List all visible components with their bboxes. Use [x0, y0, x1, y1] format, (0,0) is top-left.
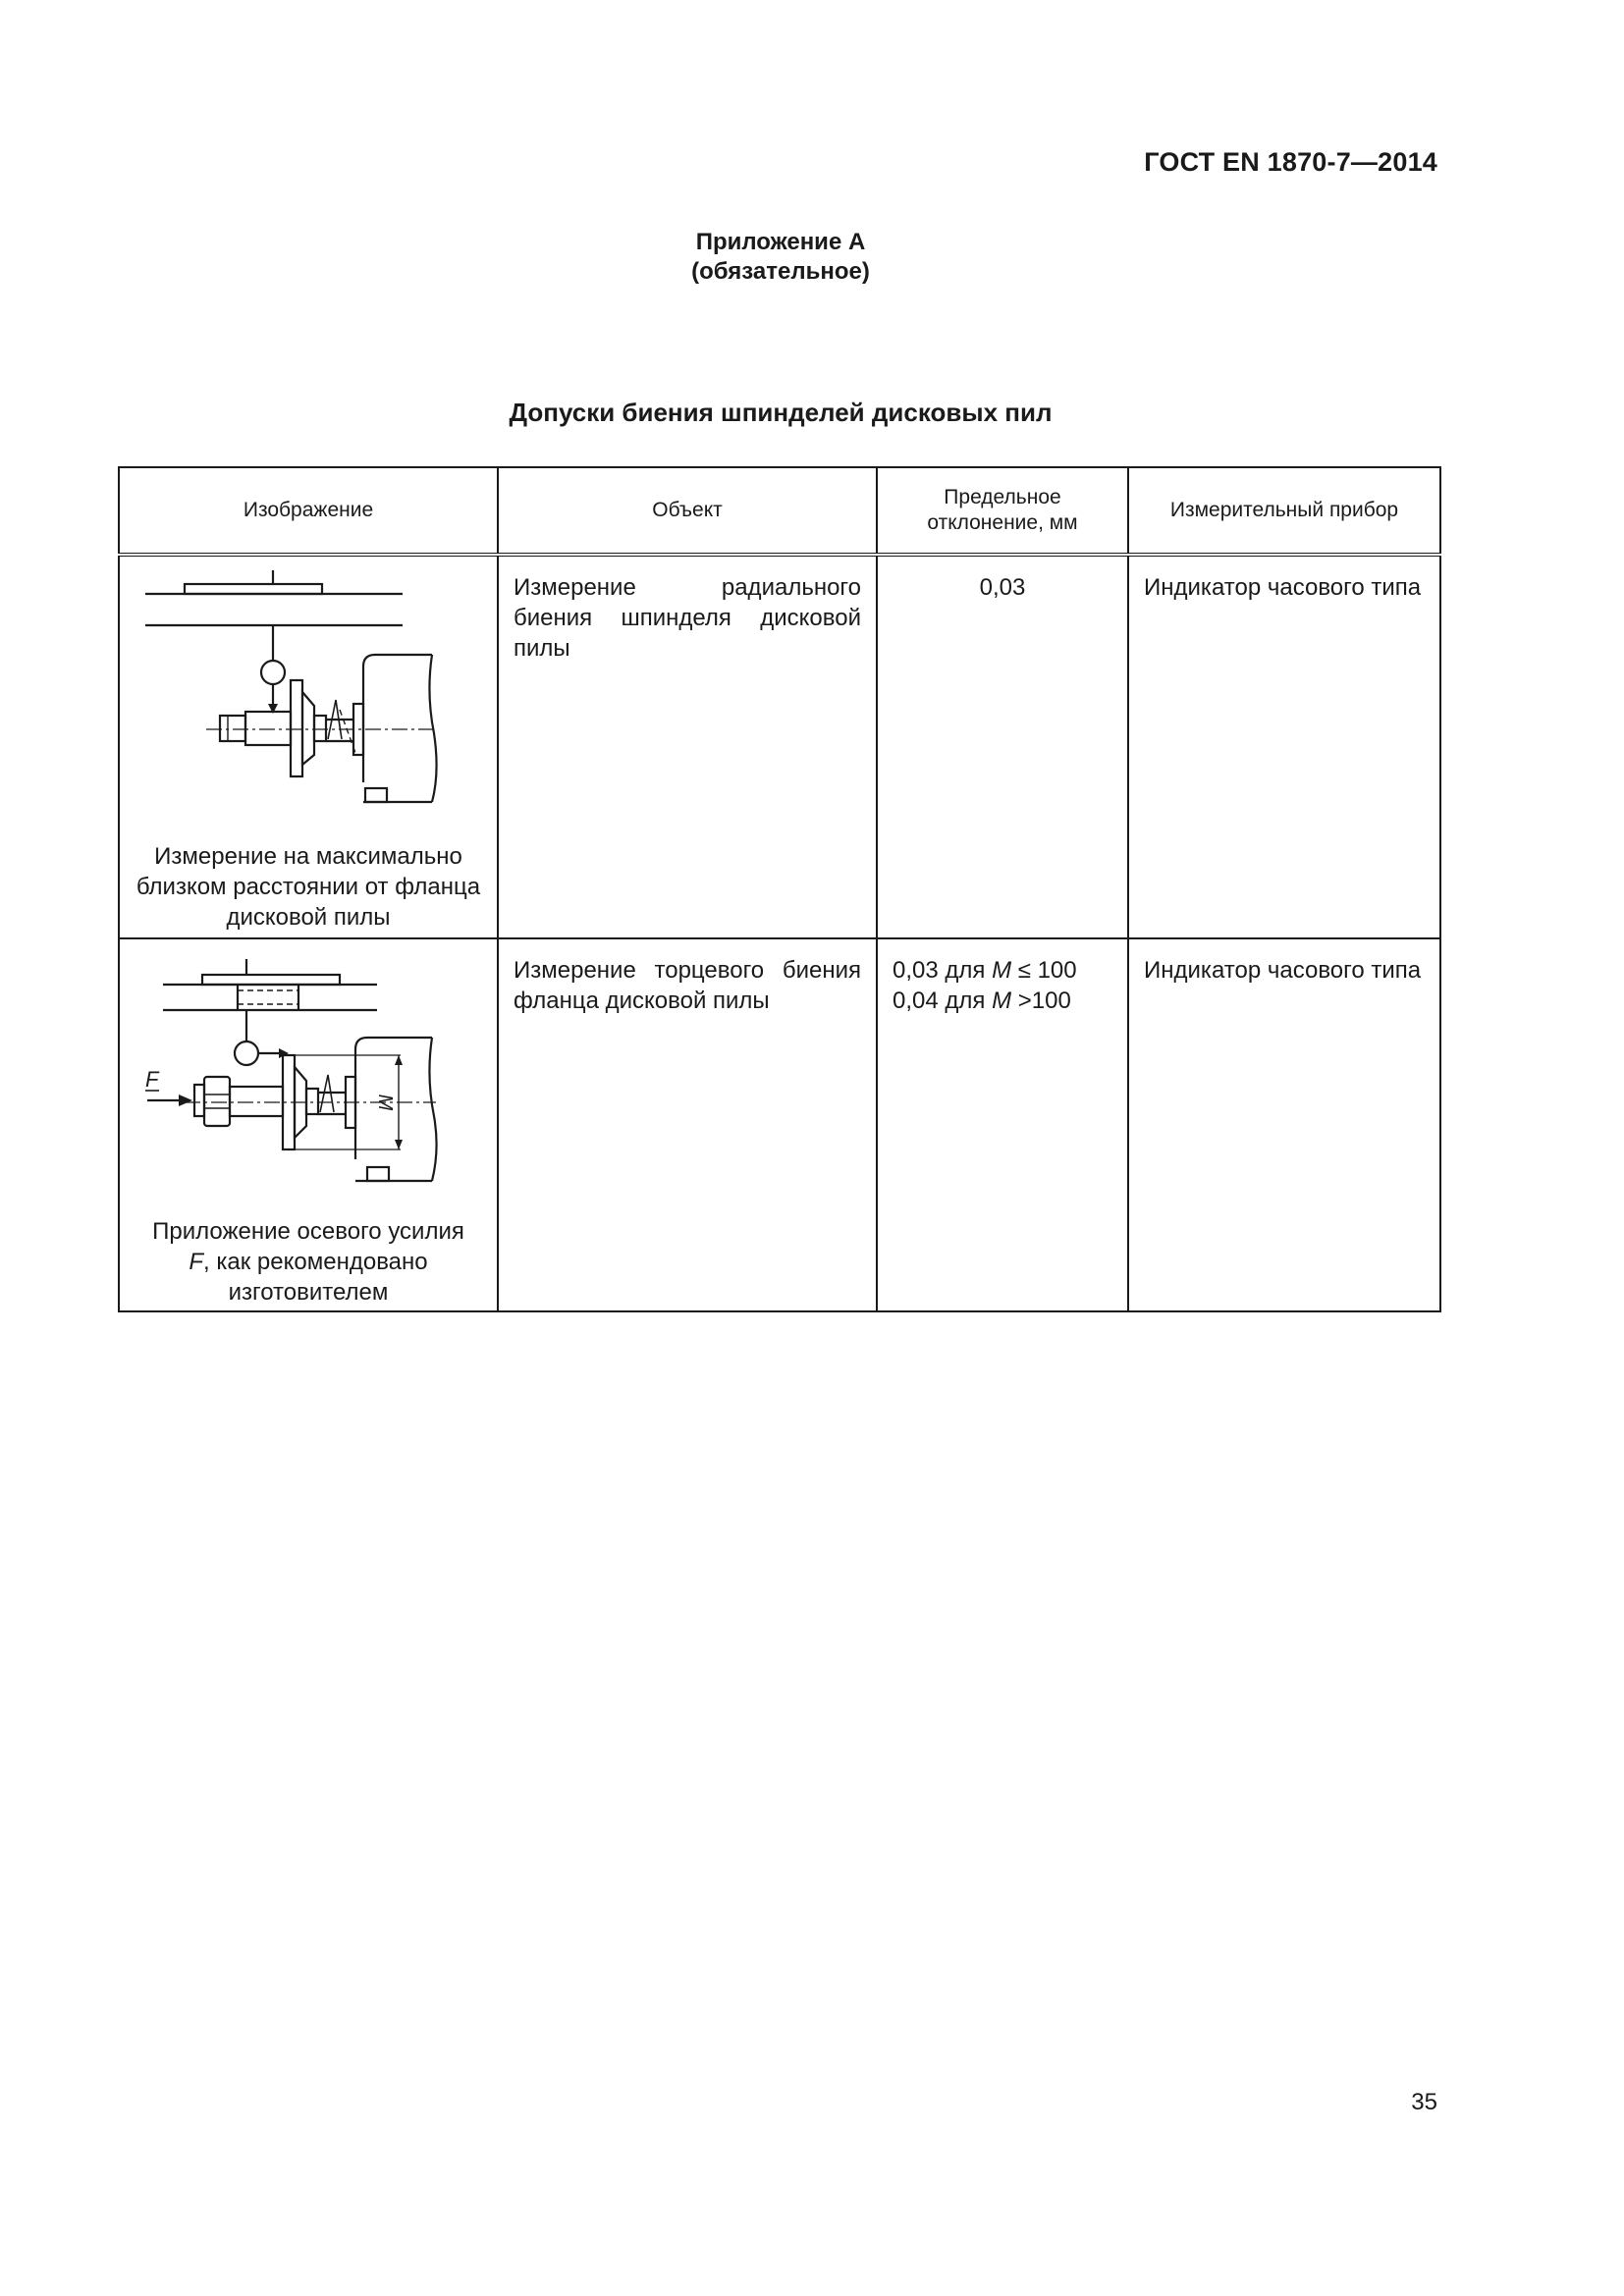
- deviation-2-prefix: 0,04 для: [893, 988, 993, 1014]
- document-code: ГОСТ EN 1870-7—2014: [1144, 147, 1437, 177]
- caption-variable: F: [189, 1249, 204, 1275]
- header-image: Изображение: [119, 467, 498, 555]
- housing-foot-shape: [367, 1167, 389, 1181]
- deviation-2-variable: M: [992, 988, 1012, 1014]
- axial-runout-diagram: [120, 939, 499, 1214]
- deviation-line-2: [893, 986, 1112, 1016]
- force-label: F: [145, 1067, 159, 1092]
- spindle-shaft-shape: [230, 1087, 283, 1116]
- deviation-line-1: [893, 955, 1112, 986]
- housing-outline: [363, 655, 432, 782]
- force-arrow-icon: [179, 1095, 192, 1106]
- spindle-end-shape: [220, 716, 245, 741]
- flange-cone-shape: [302, 692, 314, 765]
- dial-indicator-icon: [261, 661, 285, 684]
- header-deviation-line1: Предельное: [944, 486, 1061, 508]
- deviation-values: [878, 939, 1127, 1016]
- tolerance-table: [118, 466, 1441, 1312]
- flange-shape: [291, 680, 302, 776]
- object-cell: [498, 555, 877, 938]
- dimension-arrow-top: [395, 1055, 403, 1065]
- header-deviation: [877, 467, 1128, 555]
- table-title: Допуски биения шпинделей дисковых пил: [509, 398, 1053, 427]
- instrument-text: Индикатор часового типа: [1144, 957, 1422, 984]
- deviation-1-variable: M: [992, 957, 1012, 984]
- caption-part2: , как рекомендовано изготовителем: [203, 1249, 428, 1306]
- housing-break-line: [429, 655, 436, 802]
- instrument-cell: [1128, 938, 1440, 1311]
- diagram-caption: [120, 1216, 497, 1308]
- object-text: Измерение радиального биения шпинделя дисковой пилы: [514, 574, 861, 662]
- caption-part1: Приложение осевого усилия: [152, 1218, 464, 1245]
- deviation-value: 0,03: [979, 574, 1026, 601]
- header-deviation-line2: отклонение, мм: [927, 511, 1078, 534]
- object-text: Измерение торцевого биения фланца дисковой пилы: [514, 957, 861, 1014]
- diagram-caption: Измерение на максимально близком расстоянии от фланца дисковой пилы: [135, 843, 481, 931]
- spindle-tip-shape: [194, 1085, 204, 1116]
- deviation-1-suffix: ≤ 100: [1011, 957, 1077, 984]
- dial-indicator-icon: [235, 1041, 258, 1065]
- header-instrument: Измерительный прибор: [1128, 467, 1440, 555]
- spindle-shaft-shape: [245, 712, 291, 745]
- appendix-title: Приложение А: [695, 229, 866, 255]
- image-cell: [119, 555, 498, 938]
- flange-hub-shape: [314, 716, 326, 741]
- deviation-2-suffix: >100: [1011, 988, 1071, 1014]
- housing-break-line: [429, 1038, 436, 1181]
- appendix-status: (обязательное): [691, 258, 870, 285]
- object-cell: [498, 938, 877, 1311]
- appendix-heading: [0, 228, 1561, 287]
- table-plate-shape: [202, 975, 340, 985]
- deviation-cell: [877, 938, 1128, 1311]
- instrument-cell: [1128, 555, 1440, 938]
- table-row: [119, 555, 1440, 938]
- image-cell: [119, 938, 498, 1311]
- flange-hub-shape: [306, 1089, 318, 1114]
- dimension-arrow-bottom: [395, 1140, 403, 1149]
- instrument-text: Индикатор часового типа: [1144, 574, 1422, 601]
- page-number: 35: [1411, 2089, 1437, 2115]
- header-object: Объект: [498, 467, 877, 555]
- table-row: [119, 938, 1440, 1311]
- table-plate-shape: [185, 584, 322, 594]
- table-header-row: [119, 467, 1440, 555]
- housing-foot-shape: [365, 788, 387, 802]
- deviation-1-prefix: 0,03 для: [893, 957, 993, 984]
- radial-runout-diagram: [120, 557, 499, 841]
- dimension-label: M: [374, 1094, 396, 1111]
- nut-shape: [204, 1077, 230, 1126]
- deviation-cell: [877, 555, 1128, 938]
